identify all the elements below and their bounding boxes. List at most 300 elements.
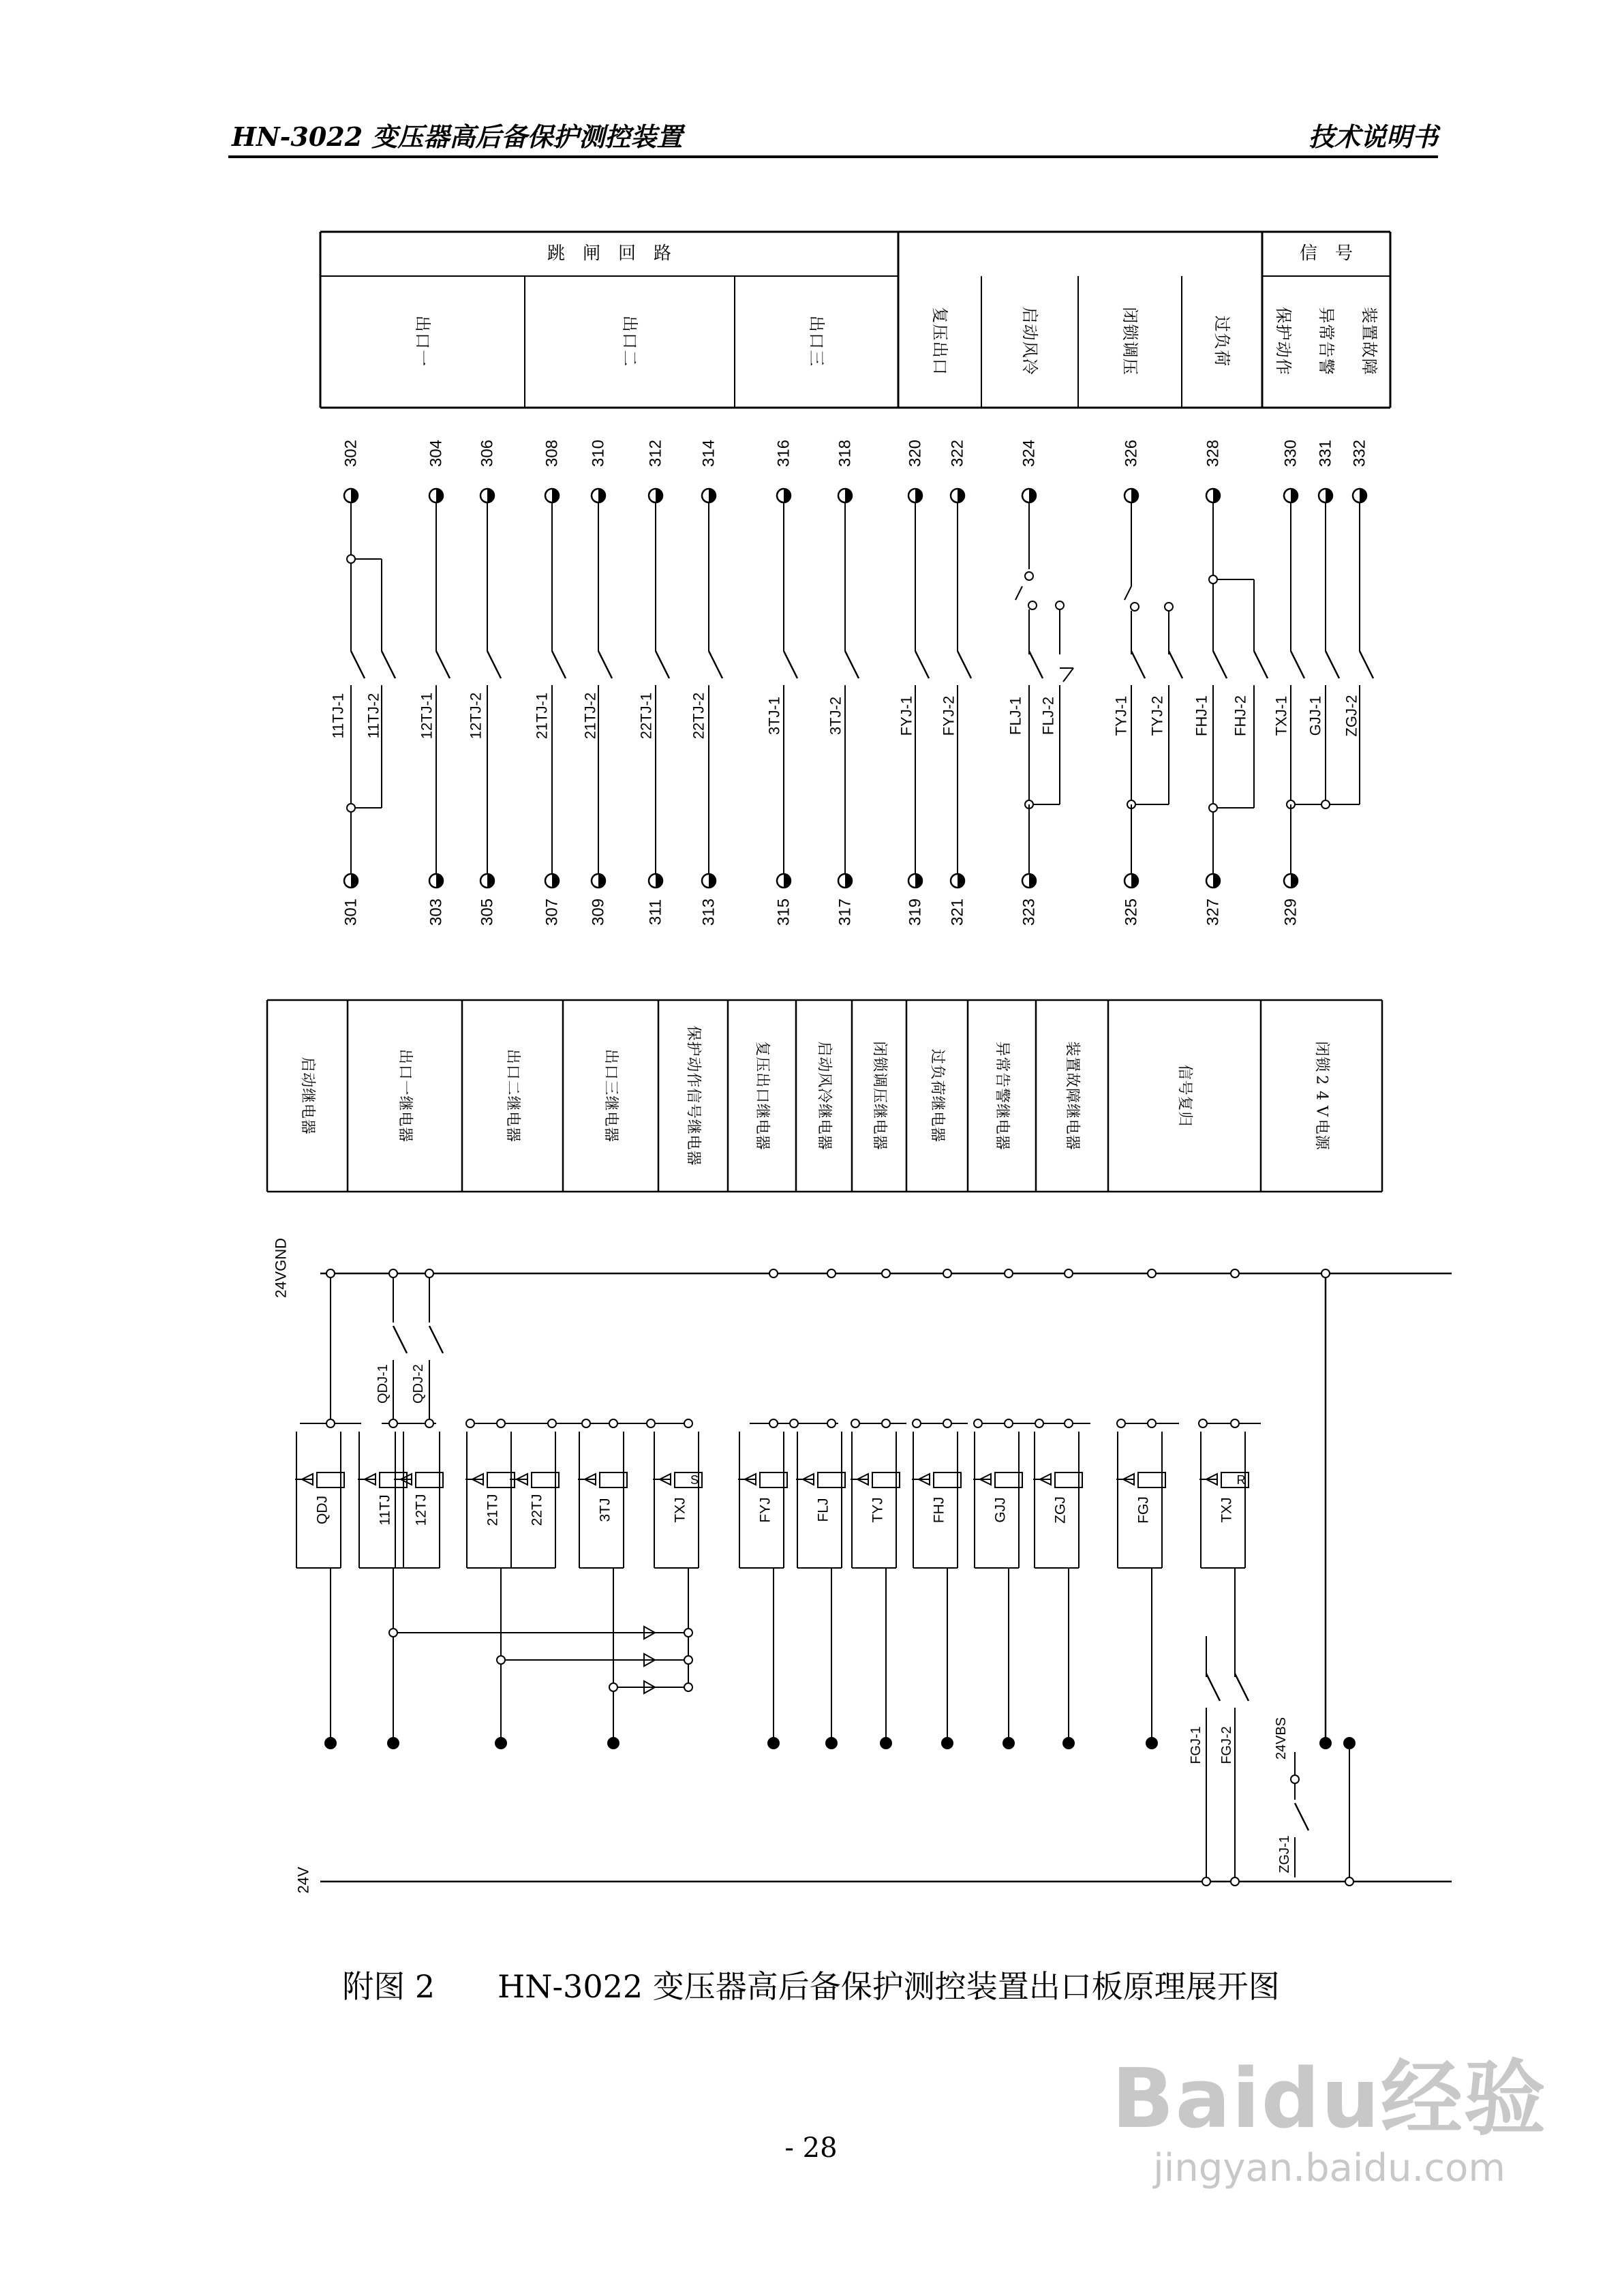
contact-label-FYJ-1: FYJ-1 <box>898 695 915 736</box>
mid-table-cell-8: 过 <box>928 1048 946 1064</box>
contact-c3-blade <box>487 651 501 678</box>
coil-label-FGJ-13: FGJ <box>1135 1496 1152 1524</box>
terminal-label-bottom-303: 303 <box>427 898 446 926</box>
terminal-label-bottom-319: 319 <box>906 898 925 926</box>
node-bus <box>548 1419 556 1428</box>
contact-c5-blade <box>598 651 612 678</box>
table-cell-6: 负 <box>1212 333 1231 349</box>
contact-label-21TJ-2: 21TJ-2 <box>581 692 599 740</box>
node-bus <box>1035 1419 1043 1428</box>
mid-table-cell-9: 电 <box>993 1119 1011 1134</box>
mid-table-cell-6: 动 <box>815 1057 833 1072</box>
mid-table-cell-7: 调 <box>870 1072 888 1088</box>
node-bottom <box>941 1737 953 1749</box>
terminal-label-top-330: 330 <box>1281 439 1300 468</box>
contact-label-11TJ-2: 11TJ-2 <box>365 693 382 739</box>
node-flj <box>1056 601 1064 609</box>
contact-flj-sw <box>1015 586 1022 600</box>
contact-sig-0-blade <box>1291 651 1304 678</box>
terminal-label-bottom-325: 325 <box>1122 898 1141 926</box>
contact-label-FYJ-2: FYJ-2 <box>940 695 958 736</box>
terminal-label-top-302: 302 <box>341 439 361 468</box>
coil-label-TXJ-6: TXJ <box>672 1497 688 1523</box>
node-bottom <box>1146 1737 1158 1749</box>
node-tyj <box>1131 603 1139 611</box>
node-bottom <box>767 1737 780 1749</box>
mid-table-cell-0: 电 <box>299 1103 316 1119</box>
contact-c7-blade <box>709 651 722 678</box>
table-cell-3: 压 <box>930 324 949 341</box>
terminal-label-bottom-307: 307 <box>542 898 562 926</box>
terminal-label-top-326: 326 <box>1122 439 1141 468</box>
node-flj <box>1025 572 1033 580</box>
mid-table-cell-1: 出 <box>396 1048 414 1064</box>
contact-label-11TJ-1: 11TJ-1 <box>329 693 347 739</box>
node-11tj-a <box>347 555 355 563</box>
mid-table-cell-6: 电 <box>815 1119 833 1134</box>
mid-table-cell-4: 保 <box>684 1025 702 1041</box>
terminal-label-bottom-329: 329 <box>1281 898 1300 926</box>
mid-table-cell-8: 器 <box>928 1127 946 1143</box>
table-cell-4: 风 <box>1020 341 1039 358</box>
contact-c10-blade <box>915 651 929 678</box>
contact-fgj-1-blade <box>1206 1674 1220 1701</box>
node-bottom-right <box>1343 1737 1356 1749</box>
mid-table-cell-9: 常 <box>993 1057 1011 1072</box>
mid-table-cell-3: 器 <box>602 1127 619 1143</box>
node-24vgnd <box>326 1269 335 1278</box>
mid-table-cell-4: 器 <box>684 1150 702 1166</box>
mid-table-cell-3: 三 <box>602 1080 619 1096</box>
node-bus <box>974 1419 982 1428</box>
mid-table-cell-3: 口 <box>602 1064 619 1080</box>
table-signal-1: 警 <box>1317 358 1336 375</box>
mid-table-cell-3: 继 <box>602 1096 619 1111</box>
node-bus <box>609 1419 617 1428</box>
coil-mark-s: S <box>690 1473 699 1487</box>
terminal-label-bottom-321: 321 <box>948 898 967 926</box>
rail-24vgnd-label: 24VGND <box>272 1237 290 1299</box>
mid-table-cell-10: 电 <box>1063 1119 1081 1134</box>
label-qdj-2: QDJ-2 <box>411 1364 426 1404</box>
mid-table-cell-7: 器 <box>870 1134 888 1150</box>
contact-label-12TJ-2: 12TJ-2 <box>467 692 485 740</box>
node-bus <box>1117 1419 1125 1428</box>
mid-table-cell-4: 电 <box>684 1134 702 1150</box>
terminal-label-bottom-315: 315 <box>774 898 793 926</box>
node-bus <box>326 1419 335 1428</box>
coil-label-TYJ-9: TYJ <box>870 1497 886 1523</box>
node-24vgnd <box>1321 1269 1330 1278</box>
terminal-label-top-331: 331 <box>1316 439 1335 468</box>
table-group-trip: 跳 闸 回 路 <box>547 243 672 264</box>
mid-table-cell-5: 压 <box>753 1057 771 1072</box>
mid-table-cell-9: 告 <box>993 1072 1011 1088</box>
table-signal-2: 障 <box>1360 358 1379 375</box>
mid-table-cell-4: 继 <box>684 1119 702 1134</box>
node-net <box>684 1656 692 1664</box>
contact-label-FHJ-2: FHJ-2 <box>1231 695 1249 736</box>
mid-table-cell-10: 置 <box>1063 1057 1081 1072</box>
contact-fhj-1-blade <box>1213 651 1227 678</box>
mid-table-cell-12: 4 <box>1313 1091 1330 1100</box>
mid-table-cell-11: 信 <box>1176 1064 1193 1080</box>
mid-table-cell-5: 口 <box>753 1087 771 1104</box>
contact-c2-blade <box>436 651 450 678</box>
table-signal-2: 故 <box>1360 341 1379 358</box>
mid-table-cell-6: 风 <box>815 1072 833 1088</box>
node-bus <box>913 1419 921 1428</box>
contact-c9-blade <box>845 651 859 678</box>
node-bus <box>769 1419 778 1428</box>
table-cell-2: 三 <box>807 350 826 367</box>
contact-label-FHJ-1: FHJ-1 <box>1193 695 1210 736</box>
node-bottom-right <box>1319 1737 1332 1749</box>
contact-tyj-1-blade <box>1131 651 1145 678</box>
coil-label-FYJ-7: FYJ <box>757 1497 774 1523</box>
table-signal-1: 异 <box>1317 307 1336 324</box>
table-cell-4: 动 <box>1020 324 1039 341</box>
contact-label-21TJ-1: 21TJ-1 <box>533 692 551 740</box>
mid-table-cell-12: 源 <box>1313 1134 1330 1150</box>
node-bus <box>1199 1419 1207 1428</box>
mid-table-cell-6: 器 <box>815 1134 833 1150</box>
node-bottom <box>495 1737 507 1749</box>
mid-table-cell-11: 复 <box>1176 1096 1193 1111</box>
contact-tyj-2-blade <box>1169 651 1182 678</box>
mid-table-cell-0: 启 <box>299 1057 316 1072</box>
mid-table-cell-2: 器 <box>504 1127 521 1143</box>
mid-table-cell-10: 装 <box>1063 1041 1081 1057</box>
contact-sig-1-blade <box>1326 651 1339 678</box>
terminal-label-bottom-305: 305 <box>478 898 497 926</box>
mid-table-cell-2: 继 <box>504 1096 521 1111</box>
figure-caption: 附图 2 HN-3022 变压器高后备保护测控装置出口板原理展开图 <box>342 1968 1280 2005</box>
node-24vgnd <box>1148 1269 1156 1278</box>
watermark <box>1112 2052 1547 2190</box>
node-24vgnd <box>827 1269 836 1278</box>
mid-table-cell-10: 器 <box>1063 1134 1081 1150</box>
table-cell-0: 口 <box>413 333 432 349</box>
mid-table-cell-1: 电 <box>396 1111 414 1127</box>
table-cell-1: 二 <box>620 350 639 367</box>
mid-table-cell-5: 器 <box>753 1134 771 1150</box>
contact-c4-blade <box>552 651 566 678</box>
contact-label-3TJ-2: 3TJ-2 <box>827 696 844 736</box>
contact-11tj-1-blade <box>351 651 365 678</box>
terminal-label-top-322: 322 <box>948 439 967 468</box>
node-bus <box>1005 1419 1013 1428</box>
contact-sig-2-blade <box>1360 651 1373 678</box>
node-bus <box>466 1419 474 1428</box>
contact-fgj-2-blade <box>1235 1674 1249 1701</box>
terminal-label-top-312: 312 <box>646 439 665 468</box>
node-bus <box>1231 1419 1239 1428</box>
table-cell-3: 出 <box>930 341 949 358</box>
coil-label-3TJ-5: 3TJ <box>597 1498 613 1522</box>
mid-table-cell-5: 继 <box>753 1103 771 1119</box>
terminal-label-bottom-313: 313 <box>699 898 718 926</box>
label-fgj-2: FGJ-2 <box>1219 1726 1234 1764</box>
contact-label-TXJ-1: TXJ-1 <box>1272 695 1290 736</box>
node-net <box>684 1629 692 1637</box>
node-24v <box>1231 1877 1239 1886</box>
mid-table-cell-7: 锁 <box>870 1057 888 1072</box>
table-cell-6: 过 <box>1212 315 1231 332</box>
contact-qdj-2-blade <box>429 1326 443 1353</box>
contact-c8-blade <box>784 651 797 678</box>
node-24vgnd <box>769 1269 778 1278</box>
node-fhj <box>1209 804 1217 812</box>
node-bottom <box>607 1737 619 1749</box>
mid-table-cell-11: 归 <box>1176 1111 1193 1127</box>
contact-fhj-2-blade <box>1254 651 1268 678</box>
table-cell-5: 锁 <box>1120 324 1139 341</box>
mid-table-cell-1: 口 <box>396 1064 414 1080</box>
mid-table-cell-5: 电 <box>753 1119 771 1134</box>
terminal-label-top-324: 324 <box>1020 439 1039 468</box>
terminal-label-top-316: 316 <box>774 439 793 468</box>
table-signal-0: 护 <box>1274 324 1293 341</box>
mid-table-cell-1: 继 <box>396 1096 414 1111</box>
mid-table-cell-3: 电 <box>602 1111 619 1127</box>
node-net <box>684 1683 692 1691</box>
node-bus <box>425 1419 433 1428</box>
contact-flj-2 <box>1063 668 1073 682</box>
terminal-label-top-306: 306 <box>478 439 497 468</box>
mid-table-cell-12: 电 <box>1313 1119 1330 1134</box>
mid-table-cell-4: 动 <box>684 1057 702 1072</box>
mid-table-cell-8: 继 <box>928 1096 946 1111</box>
mid-table-cell-5: 出 <box>753 1072 771 1088</box>
node-11tj-b <box>347 804 355 812</box>
node-net <box>609 1683 617 1691</box>
coil-label-ZGJ-12: ZGJ <box>1052 1496 1069 1524</box>
page-number: - 28 <box>784 2132 838 2164</box>
mid-table-cell-12: 2 <box>1313 1075 1330 1085</box>
mid-table-cell-8: 负 <box>928 1064 946 1080</box>
mid-table-cell-0: 继 <box>299 1087 316 1104</box>
mid-table-cell-9: 继 <box>993 1103 1011 1119</box>
node-bottom <box>387 1737 399 1749</box>
node-24vgnd <box>1231 1269 1239 1278</box>
mid-table-cell-5: 复 <box>753 1041 771 1057</box>
node-24v <box>1345 1877 1353 1886</box>
mid-table-cell-12: 锁 <box>1313 1057 1330 1072</box>
terminal-label-top-308: 308 <box>542 439 562 468</box>
node-24vgnd <box>943 1269 951 1278</box>
mid-table-cell-7: 压 <box>870 1087 888 1104</box>
contact-label-22TJ-2: 22TJ-2 <box>690 692 707 740</box>
mid-table-cell-7: 闭 <box>870 1041 888 1057</box>
terminal-label-top-310: 310 <box>589 439 608 468</box>
node-flj <box>1028 601 1037 609</box>
mid-table-cell-12: V <box>1313 1105 1330 1117</box>
contact-c11-blade <box>958 651 971 678</box>
node-bus <box>1065 1419 1073 1428</box>
table-cell-3: 复 <box>930 307 949 324</box>
mid-table-cell-8: 荷 <box>928 1080 946 1096</box>
terminal-label-top-304: 304 <box>427 439 446 468</box>
table-cell-5: 压 <box>1120 358 1139 375</box>
watermark-url: jingyan.baidu.com <box>1153 2146 1505 2190</box>
node-24vgnd <box>1005 1269 1013 1278</box>
node-bottom <box>1062 1737 1075 1749</box>
header-right: 技术说明书 <box>1308 121 1438 152</box>
terminal-label-bottom-311: 311 <box>646 898 665 926</box>
coil-label-21TJ-3: 21TJ <box>485 1494 501 1526</box>
mid-table-cell-7: 继 <box>870 1103 888 1119</box>
node-bottom <box>825 1737 838 1749</box>
node-bus <box>647 1419 655 1428</box>
node-24vgnd <box>1065 1269 1073 1278</box>
node-bus <box>1148 1419 1156 1428</box>
contact-label-FLJ-1: FLJ-1 <box>1007 696 1024 736</box>
mid-table-cell-11: 号 <box>1176 1080 1193 1096</box>
table-cell-1: 出 <box>620 315 639 332</box>
terminal-label-bottom-317: 317 <box>836 898 855 926</box>
contact-label-TYJ-1: TYJ-1 <box>1112 695 1130 736</box>
mid-table-cell-4: 护 <box>684 1041 702 1057</box>
coil-mark-r: R <box>1236 1473 1246 1487</box>
contact-label-FLJ-2: FLJ-2 <box>1039 696 1057 736</box>
node-sig <box>1321 800 1330 809</box>
watermark-brand: Baidu经验 <box>1112 2052 1547 2147</box>
terminal-label-bottom-301: 301 <box>341 898 361 926</box>
terminal-label-bottom-323: 323 <box>1020 898 1039 926</box>
mid-table-cell-2: 口 <box>504 1064 521 1080</box>
coil-label-FHJ-10: FHJ <box>931 1496 947 1524</box>
table-signal-0: 作 <box>1274 358 1293 375</box>
mid-table-cell-9: 警 <box>993 1087 1011 1104</box>
coil-label-QDJ-0: QDJ <box>314 1496 331 1524</box>
table-cell-6: 荷 <box>1212 350 1231 367</box>
node-24vgnd <box>425 1269 433 1278</box>
contact-label-3TJ-1: 3TJ-1 <box>765 696 783 736</box>
node-fhj <box>1209 575 1217 584</box>
terminal-label-bottom-327: 327 <box>1204 898 1223 926</box>
label-fgj-1: FGJ-1 <box>1189 1726 1204 1764</box>
contact-qdj-1-blade <box>393 1326 407 1353</box>
node-bus <box>790 1419 798 1428</box>
header-title: HN-3022 变压器高后备保护测控装置 <box>232 121 683 152</box>
coil-label-12TJ-2: 12TJ <box>413 1494 429 1526</box>
terminal-label-top-314: 314 <box>699 439 718 468</box>
node-tyj <box>1165 603 1173 611</box>
mid-table-cell-4: 号 <box>684 1103 702 1119</box>
mid-table-cell-6: 继 <box>815 1103 833 1119</box>
mid-table-cell-0: 器 <box>299 1119 316 1134</box>
table-signal-0: 保 <box>1274 307 1293 324</box>
mid-table-cell-6: 冷 <box>815 1087 833 1104</box>
node-bottom <box>1003 1737 1015 1749</box>
mid-table-cell-1: 器 <box>396 1127 414 1143</box>
contact-label-GJJ-1: GJJ-1 <box>1306 695 1324 736</box>
table-signal-1: 常 <box>1317 324 1336 341</box>
label-zgj-1: ZGJ-1 <box>1277 1835 1292 1873</box>
mid-table-cell-10: 继 <box>1063 1103 1081 1119</box>
terminal-label-top-332: 332 <box>1350 439 1369 468</box>
coil-label-22TJ-4: 22TJ <box>529 1494 545 1526</box>
coil-label-GJJ-11: GJJ <box>992 1497 1009 1523</box>
table-cell-4: 启 <box>1020 307 1039 324</box>
table-signal-2: 置 <box>1360 324 1379 341</box>
table-cell-2: 出 <box>807 315 826 332</box>
label-24vbs: 24VBS <box>1274 1717 1289 1760</box>
mid-table-cell-2: 出 <box>504 1048 521 1064</box>
table-signal-2: 装 <box>1360 307 1379 324</box>
table-cell-5: 调 <box>1120 341 1139 358</box>
rail-24v-label: 24V <box>294 1867 312 1894</box>
node-net <box>497 1656 505 1664</box>
coil-label-11TJ-1: 11TJ <box>377 1494 393 1526</box>
table-cell-2: 口 <box>807 333 826 349</box>
mid-table-cell-7: 电 <box>870 1119 888 1134</box>
node-bus <box>827 1419 836 1428</box>
mid-table-cell-9: 异 <box>993 1041 1011 1057</box>
node-24v <box>1202 1877 1210 1886</box>
mid-table-cell-8: 电 <box>928 1111 946 1127</box>
node-bus <box>389 1419 397 1428</box>
node-vbs <box>1291 1775 1299 1783</box>
mid-table-cell-6: 启 <box>815 1041 833 1057</box>
table-cell-4: 冷 <box>1020 358 1039 375</box>
node-bottom <box>880 1737 892 1749</box>
table-signal-1: 告 <box>1317 341 1336 358</box>
mid-table-cell-4: 作 <box>684 1072 702 1088</box>
terminal-label-top-320: 320 <box>906 439 925 468</box>
terminal-label-top-328: 328 <box>1204 439 1223 468</box>
node-bus <box>684 1419 692 1428</box>
coil-label-FLJ-8: FLJ <box>815 1498 831 1522</box>
contact-11tj-2-blade <box>382 651 395 678</box>
table-cell-1: 口 <box>620 333 639 349</box>
table-signal-0: 动 <box>1274 341 1293 358</box>
terminal-label-bottom-309: 309 <box>589 898 608 926</box>
table-cell-3: 口 <box>930 358 949 375</box>
contact-label-ZGJ-2: ZGJ-2 <box>1343 695 1360 737</box>
mid-table-cell-2: 电 <box>504 1111 521 1127</box>
mid-table-cell-9: 器 <box>993 1134 1011 1150</box>
node-bus <box>497 1419 505 1428</box>
contact-flj-1-blade <box>1029 651 1043 678</box>
node-bus <box>582 1419 590 1428</box>
node-net <box>389 1629 397 1637</box>
table-cell-0: 一 <box>413 350 432 367</box>
mid-table-cell-2: 二 <box>504 1080 521 1096</box>
coil-label-TXJ-14: TXJ <box>1219 1497 1235 1523</box>
contact-c6-blade <box>656 651 669 678</box>
table-group-signal: 信 号 <box>1299 243 1353 264</box>
node-24vgnd <box>389 1269 397 1278</box>
node-bottom <box>324 1737 337 1749</box>
mid-table-cell-1: 一 <box>396 1080 414 1096</box>
label-qdj-1: QDJ-1 <box>376 1364 391 1404</box>
contact-tyj-sw <box>1124 586 1131 600</box>
node-bus <box>851 1419 859 1428</box>
node-bus <box>882 1419 890 1428</box>
contact-label-22TJ-1: 22TJ-1 <box>637 692 655 740</box>
contact-zgj-1-blade <box>1295 1803 1309 1830</box>
mid-table-cell-4: 信 <box>684 1087 702 1104</box>
mid-table-cell-10: 故 <box>1063 1072 1081 1088</box>
node-24vgnd <box>882 1269 890 1278</box>
mid-table-cell-0: 动 <box>299 1072 316 1088</box>
mid-table-cell-3: 出 <box>602 1048 619 1064</box>
contact-label-TYJ-2: TYJ-2 <box>1148 695 1166 736</box>
mid-table-cell-10: 障 <box>1063 1087 1081 1104</box>
mid-table-cell-12: 闭 <box>1313 1041 1330 1057</box>
